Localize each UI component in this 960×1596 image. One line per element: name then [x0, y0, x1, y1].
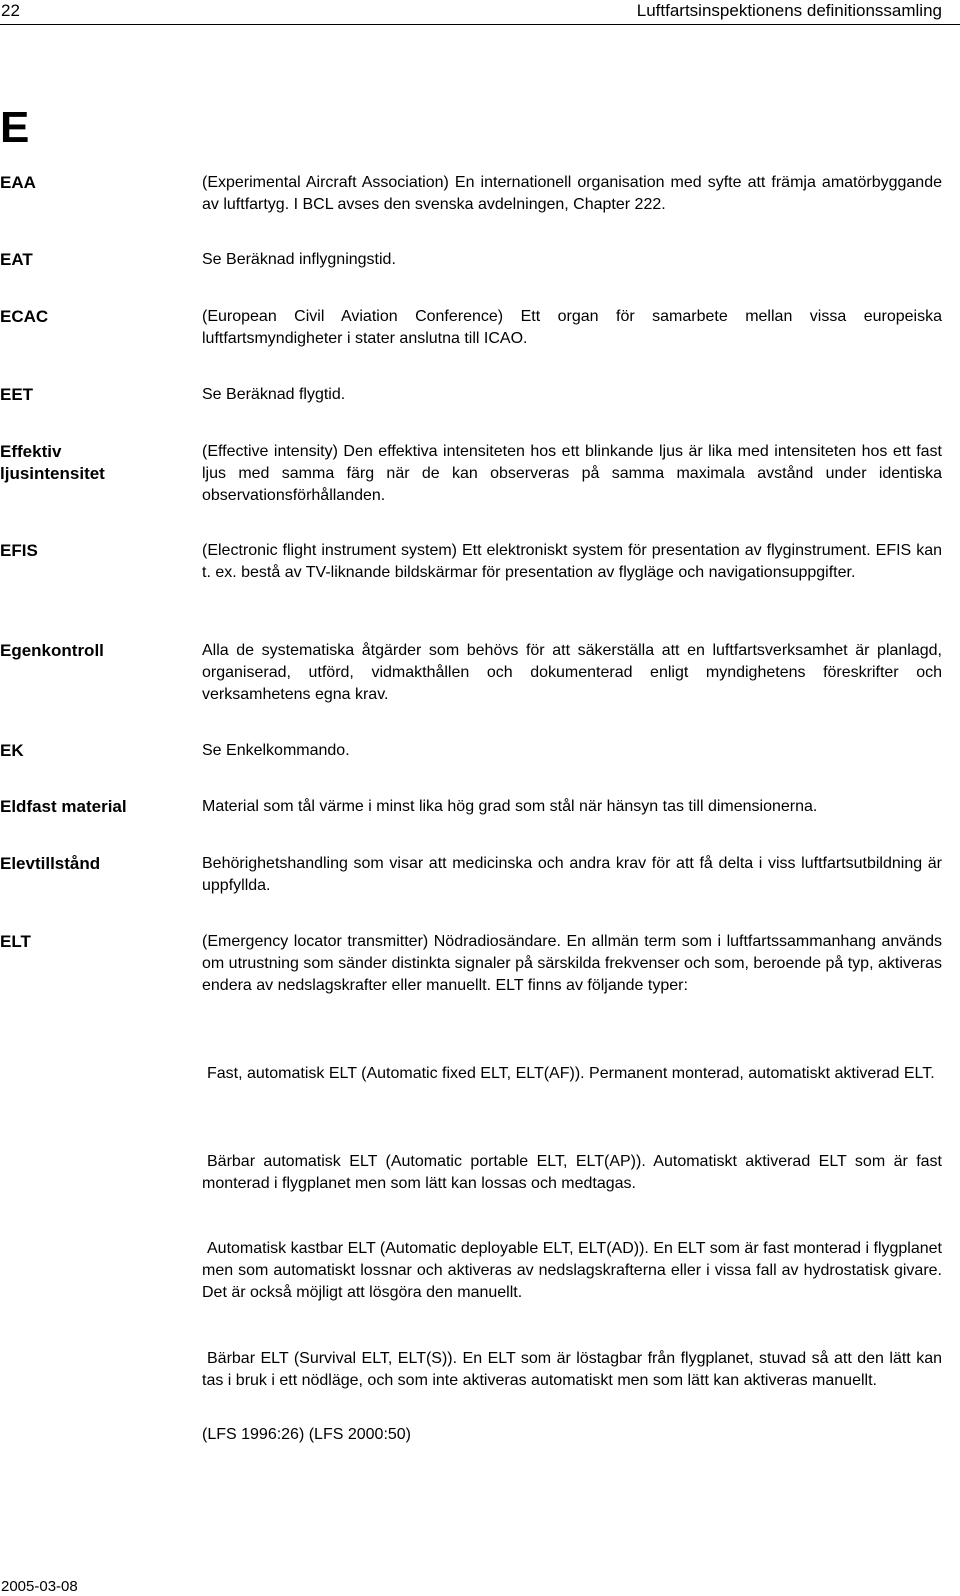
term-eat: EAT [0, 250, 33, 269]
elt-type-text: Automatisk kastbar ELT (Automatic deployable ELT, ELT(AD)). En ELT som är fast monterad i flygplanet men som automatiskt lossnar och aktiveras av nedslagskrafterna eller i vissa fall av hydrostatisk givare. Det är också möjligt att lösgöra den manuellt. [202, 1240, 942, 1301]
term-elt: ELT [0, 932, 31, 951]
definition-eet: Se Beräknad flygtid. [202, 386, 346, 403]
term-elevtillstand: Elevtillstånd [0, 854, 101, 873]
section-letter: E [0, 103, 30, 152]
elt-type-text: Bärbar ELT (Survival ELT, ELT(S)). En ELT som är löstagbar från flygplanet, stuvad så att den lätt kan tas i bruk i ett nödläge, och som inte aktiveras automatiskt men som lätt kan aktiveras manuellt. [202, 1350, 942, 1389]
footer-date: 2005-03-08 [1, 1578, 78, 1595]
definition-elevtillstand: Behörighetshandling som visar att medicinska och andra krav för att få delta i viss luftfartsutbildning är uppfyllda. [202, 855, 942, 894]
document-title: Luftfartsinspektionens definitionssamling [636, 1, 942, 20]
term-ek: EK [0, 741, 24, 760]
legal-reference: (LFS 1996:26) (LFS 2000:50) [202, 1426, 412, 1443]
term-egenkontroll: Egenkontroll [0, 641, 104, 660]
definition-elt: (Emergency locator transmitter) Nödradiosändare. En allmän term som i luftfartssammanhang används om utrustning som sänder distinkta signaler på särskilda frekvenser och som, beroende på typ, aktiveras endera av nedslagskrafter eller manuellt. ELT finns av följande typer: [202, 933, 942, 994]
definition-effektiv-ljusintensitet: (Effective intensity) Den effektiva intensiteten hos ett blinkande ljus är lika med intensiteten hos ett fast ljus med samma färg när de kan observeras på samma maximala avstånd under identiska observationsförhållanden. [202, 443, 942, 504]
page-number: 22 [1, 1, 20, 20]
definition-ek: Se Enkelkommando. [202, 742, 350, 759]
definition-eldfast-material: Material som tål värme i minst lika hög grad som stål när hänsyn tas till dimensionerna. [202, 798, 818, 815]
definition-efis: (Electronic flight instrument system) Ett elektroniskt system för presentation av flyginstrument. EFIS kan t. ex. bestå av TV-liknande bildskärmar för presentation av flygläge och navigationsuppgifter. [202, 542, 942, 581]
term-eaa: EAA [0, 173, 36, 192]
elt-type-item [202, 1238, 942, 1304]
elt-type-item [202, 1063, 942, 1085]
term-ecac: ECAC [0, 307, 49, 326]
definition-eaa: (Experimental Aircraft Association) En internationell organisation med syfte att främja amatörbyggande av luftfartyg. I BCL avses den svenska avdelningen, Chapter 222. [202, 174, 942, 213]
definition-eat: Se Beräknad inflygningstid. [202, 251, 396, 268]
term-efis: EFIS [0, 541, 38, 560]
definition-ecac: (European Civil Aviation Conference) Ett organ för samarbete mellan vissa europeiska luftfartsmyndigheter i stater anslutna till ICAO. [202, 308, 942, 347]
term-eet: EET [0, 385, 34, 404]
term-eldfast-material: Eldfast material [0, 797, 127, 816]
elt-type-item [202, 1151, 942, 1195]
page-header [0, 0, 960, 25]
elt-type-text: Fast, automatisk ELT (Automatic fixed ELT, ELT(AF)). Permanent monterad, automatiskt aktiverad ELT. [207, 1065, 935, 1082]
definition-egenkontroll: Alla de systematiska åtgärder som behövs för att säkerställa att en luftfartsverksamhet är planlagd, organiserad, utförd, vidmakthållen och dokumenterad enligt myndighetens föreskrifter och verksamhetens egna krav. [202, 642, 942, 703]
elt-type-item [202, 1348, 942, 1392]
term-effektiv-ljusintensitet: Effektiv ljusintensitet [0, 442, 105, 483]
elt-type-text: Bärbar automatisk ELT (Automatic portable ELT, ELT(AP)). Automatiskt aktiverad ELT som är fast monterad i flygplanet men som lätt kan lossas och medtagas. [202, 1153, 942, 1192]
